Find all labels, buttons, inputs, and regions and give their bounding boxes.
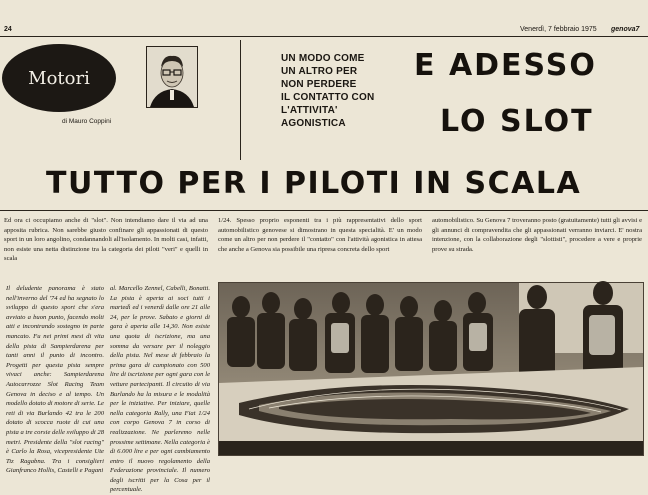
body-column-2: 1/24. Spesso proprio esponenti tra i più rappresentativi dello sport automobilistico genovese si dimostrano in questa specialità. E' un modo come un altro per non perdere il "contatto" con l'attività agonistica in attesa che anche a Genova sia possibile una ripresa concreta dello sport (218, 217, 422, 253)
headline-rule (0, 210, 648, 211)
byline: di Mauro Coppini (62, 118, 112, 125)
kicker-line: IL CONTATTO CON (281, 92, 375, 103)
body-column-1b: Il deludente panorama è stato nell'inverno del '74 ed ha segnato lo sviluppo di questo sport che s'era avviato a buon punto, facendo molti atti e incontrando sostegno in parte mancato. Fu nei primi mesi di vita della pista di Sampierdarena per tanti anni il punto di incontro. Progetti per questa pista sempre vivaci anche: Sampierdarena Autocarrozze Slot Racing Team Genova in deciso e al tempo. Un modello dotato di motore di serie. Le reti di via Burlando 42 tra le 200 dotato di scocca ruote di cui una pista a tre corsie delle sviluppo di 28 metri. Presidente della "slot racing" è Carlo la Rosa, vicepresidente Ute Tiz Ragabna. Tra i consiglieri Gianfranco Hollis, Castelli e Pagani (6, 285, 104, 475)
headline-line-1: E ADESSO (414, 48, 597, 83)
slot-racing-photo (218, 282, 644, 456)
kicker-line: UN MODO COME (281, 53, 365, 64)
body-column-3: automobilistico. Su Genova 7 troveranno posto (gratuitamente) tutti gli avvisi e gli annunci di compravendita che gli appassionati verranno inviarci. E' nostra intenzione, con la collaborazione degli "slottisti", procedere a vere e proprie prove su strada. (432, 217, 642, 253)
kicker-line: UN ALTRO PER (281, 66, 358, 77)
headline-line-2: LO SLOT (440, 104, 594, 139)
kicker-line: AGONISTICA (281, 118, 346, 129)
kicker-line: NON PERDERE (281, 79, 357, 90)
author-portrait (146, 46, 198, 108)
edition-label: genova7 (611, 26, 640, 33)
header-rule (0, 36, 648, 37)
kicker-text (281, 52, 397, 130)
issue-date: Venerdì, 7 febbraio 1975 (520, 26, 597, 33)
vertical-rule (240, 40, 241, 160)
main-headline: TUTTO PER I PILOTI IN SCALA (46, 166, 582, 201)
kicker-line: L'ATTIVITA' (281, 105, 338, 116)
section-label: Motori (2, 44, 116, 112)
body-column-1: Ed ora ci occupiamo anche di "slot". Non intendiamo dare il via ad una apposita rubrica. Non sarebbe giusto confinare gli appassionati di questo sport in un loro angolino, condannandoli all'isolamento. In molti casi, infatti, non esiste una netta distinzione tra la categoria dei piloti "veri" e quelli in scala (4, 217, 208, 263)
body-column-2b: al. Marcello Zennel, Cabelli, Bonatti. La pista è aperta ai soci tutti i martedì ed i venerdì dalle ore 21 alle 24, per le prove. Sabato e giorni di gara è aperta alle 14,30. Non esiste una quota di iscrizione, ma una somma da versare per il noleggio della pista. Nel mese di febbraio la prima gara di campionato con 500 lire di iscrizione per ogni gara con le vetture partecipanti. Il circuito di via Burlando ha la misura e le modalità per le iniziative. Per iniziare, quelle nella categoria Rally, una Fiat 1/24 con corpo Genova 7 in corso di realizzazione. Ne parleremo nelle prossime settimane. Nella categoria è di 6.000 lire e per ogni cambiamento entro il nuovo regolamento della Federazione provinciale. Il numero degli iscritti per la Cosa per il percentuale. (110, 285, 210, 494)
page-number: 24 (4, 26, 12, 33)
